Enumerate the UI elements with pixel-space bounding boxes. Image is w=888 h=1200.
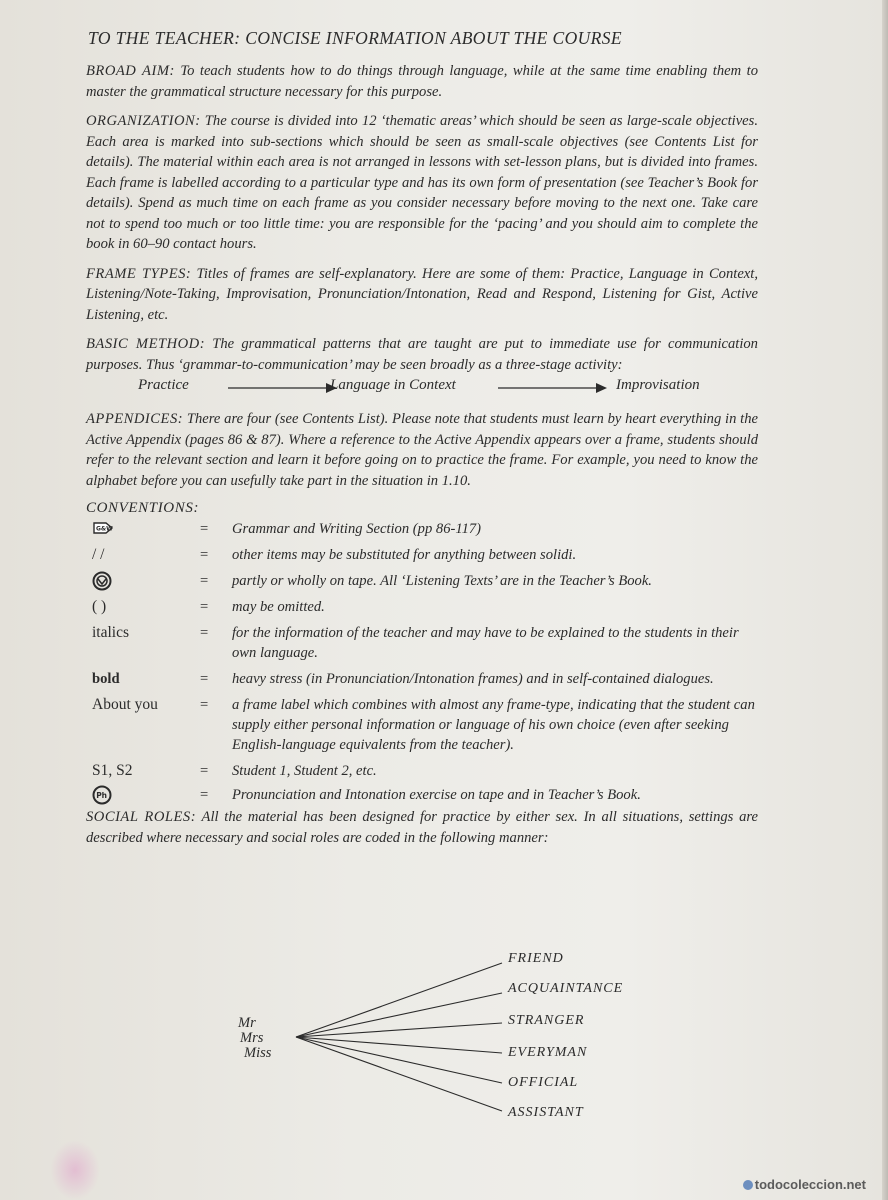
equals-sign: = bbox=[200, 599, 209, 615]
stage-arrow-1-icon bbox=[226, 382, 338, 394]
content bbox=[86, 28, 758, 857]
page-edge bbox=[882, 0, 888, 1200]
appendices-paragraph bbox=[86, 409, 758, 491]
equals-sign: = bbox=[200, 763, 209, 779]
convention-symbol: bold bbox=[92, 671, 120, 687]
grammar-writing-icon bbox=[92, 519, 114, 543]
stage-improvisation: Improvisation bbox=[616, 377, 700, 393]
convention-symbol: italics bbox=[92, 624, 130, 641]
convention-definition: Pronunciation and Intonation exercise on tape and in Teacher’s Book. bbox=[232, 787, 641, 803]
conventions-title: CONVENTIONS: bbox=[86, 500, 200, 516]
stain bbox=[50, 1140, 100, 1200]
frame-types-paragraph bbox=[86, 264, 758, 326]
role-acquaintance: ACQUAINTANCE bbox=[508, 981, 624, 996]
convention-definition: for the information of the teacher and may have to be explained to the students in their own language. bbox=[232, 625, 739, 661]
watermark-text: todocoleccion.net bbox=[754, 1177, 866, 1192]
broad-aim-paragraph bbox=[86, 61, 758, 102]
role-connector-lines bbox=[230, 945, 650, 1135]
convention-definition: other items may be substituted for anything between solidi. bbox=[232, 547, 577, 563]
social-roles-label: SOCIAL ROLES: bbox=[86, 809, 197, 825]
social-roles-diagram bbox=[230, 945, 650, 1135]
convention-symbol: ( ) bbox=[92, 598, 107, 615]
convention-definition: Student 1, Student 2, etc. bbox=[232, 763, 377, 779]
convention-row bbox=[86, 623, 758, 663]
title-mr: Mr bbox=[238, 1015, 256, 1031]
convention-row bbox=[86, 695, 758, 755]
convention-row bbox=[86, 519, 758, 539]
convention-definition: partly or wholly on tape. All ‘Listening Texts’ are in the Teacher’s Book. bbox=[232, 573, 652, 589]
basic-method-text: The grammatical patterns that are taught are put to immediate use for communication purposes. Thus ‘grammar-to-communication’ may be seen broadly as a three-stage activity: bbox=[86, 336, 758, 373]
convention-symbol: S1, S2 bbox=[92, 762, 133, 779]
stage-practice: Practice bbox=[138, 377, 189, 393]
convention-row bbox=[86, 785, 758, 805]
stages-diagram bbox=[86, 377, 758, 401]
svg-text:Ph: Ph bbox=[96, 791, 108, 800]
equals-sign: = bbox=[200, 671, 209, 687]
stage-language-in-context: Language in Context bbox=[330, 377, 456, 393]
equals-sign: = bbox=[200, 547, 209, 563]
role-official: OFFICIAL bbox=[508, 1075, 579, 1090]
appendices-text: There are four (see Contents List). Please note that students must learn by heart everything in the Active Appendix (pages 86 & 87). Where a reference to the Active Appendix appears over a frame, students should refer to the relevant section and learn it before going on to practice the frame. For example, you need to know the alphabet before you can usefully take part in the situation in 1.10. bbox=[86, 411, 758, 489]
page-heading: TO THE TEACHER: CONCISE INFORMATION ABOUT THE COURSE bbox=[88, 28, 622, 48]
frame-types-text: Titles of frames are self-explanatory. Here are some of them: Practice, Language in Context, Listening/Note-Taking, Improvisation, Pronunciation/Intonation, Read and Respond, Listening for Gist, Active Listening, etc. bbox=[86, 265, 758, 323]
frame-types-label: FRAME TYPES: bbox=[86, 265, 192, 282]
broad-aim-label: BROAD AIM: bbox=[86, 63, 175, 79]
svg-text:G&W: G&W bbox=[96, 525, 113, 533]
convention-row bbox=[86, 761, 758, 781]
equals-sign: = bbox=[200, 573, 209, 589]
convention-row bbox=[86, 545, 758, 565]
equals-sign: = bbox=[200, 787, 209, 803]
convention-definition: Grammar and Writing Section (pp 86-117) bbox=[232, 521, 482, 537]
equals-sign: = bbox=[200, 625, 209, 641]
convention-row bbox=[86, 597, 758, 617]
social-roles-text: All the material has been designed for practice by either sex. In all situations, settings are described where necessary and social roles are coded in the following manner: bbox=[86, 809, 758, 846]
conventions-list bbox=[86, 519, 758, 805]
convention-symbol: About you bbox=[92, 696, 158, 713]
role-friend: FRIEND bbox=[508, 951, 564, 966]
appendices-label: APPENDICES: bbox=[86, 411, 184, 427]
organization-label: ORGANIZATION: bbox=[86, 113, 201, 129]
stage-arrow-2-icon bbox=[496, 382, 608, 394]
organization-text: The course is divided into 12 ‘thematic areas’ which should be seen as large-scale objectives. Each area is marked into sub-sections which should be seen as small-scale objectives (see Contents List for details). The material within each area is not arranged in lessons with set-lesson plans, but is divided into frames. Each frame is labelled according to a particular type and has its own form of presentation (see Teacher’s Book for details). Spend as much time on each frame as you consider necessary before moving to the next one. Take care not to spend too much or too little time: you are responsible for the ‘pacing’ and you should aim to complete the book in 60–90 contact hours. bbox=[86, 113, 758, 252]
pronunciation-icon bbox=[92, 785, 112, 811]
equals-sign: = bbox=[200, 697, 209, 713]
broad-aim-text: To teach students how to do things through language, while at the same time enabling them to master the grammatical structure necessary for this purpose. bbox=[86, 63, 758, 100]
convention-definition: a frame label which combines with almost any frame-type, indicating that the student can supply either personal information or language of his own choice (even after seeking English-language equivalents from the teacher). bbox=[232, 697, 755, 753]
convention-symbol: / / bbox=[92, 546, 105, 563]
title-miss: Miss bbox=[244, 1045, 272, 1061]
role-assistant: ASSISTANT bbox=[508, 1105, 584, 1120]
convention-definition: may be omitted. bbox=[232, 599, 325, 615]
role-stranger: STRANGER bbox=[508, 1013, 585, 1028]
basic-method-label: BASIC METHOD: bbox=[86, 336, 206, 352]
title-mrs: Mrs bbox=[240, 1030, 264, 1046]
role-everyman: EVERYMAN bbox=[508, 1045, 588, 1060]
equals-sign: = bbox=[200, 521, 209, 537]
convention-row bbox=[86, 571, 758, 591]
convention-row bbox=[86, 669, 758, 689]
convention-definition: heavy stress (in Pronunciation/Intonation frames) and in self-contained dialogues. bbox=[232, 671, 714, 687]
tape-icon bbox=[92, 571, 112, 597]
basic-method-paragraph bbox=[86, 334, 758, 375]
watermark-logo-icon bbox=[743, 1180, 753, 1190]
organization-paragraph bbox=[86, 111, 758, 255]
watermark bbox=[743, 1177, 866, 1192]
social-roles-paragraph bbox=[86, 807, 758, 848]
